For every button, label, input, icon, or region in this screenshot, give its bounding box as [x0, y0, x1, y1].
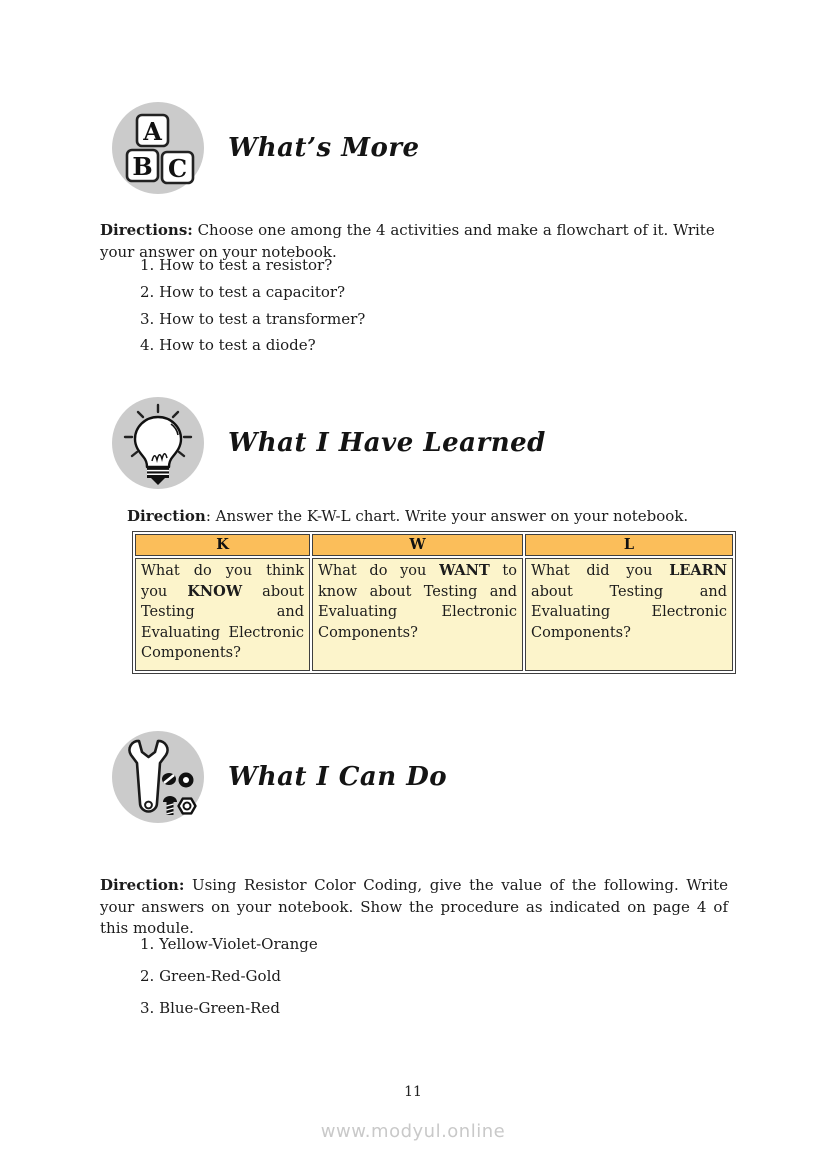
list-item: 2. How to test a capacitor? [140, 283, 346, 301]
activity-list [140, 255, 365, 356]
kwl-header-k: K [135, 534, 310, 556]
list-item: 2. Green-Red-Gold [140, 967, 281, 985]
list-item: 4. How to test a diode? [140, 336, 316, 354]
svg-text:B: B [132, 152, 153, 181]
section-title-what-i-can-do: What I Can Do [228, 762, 448, 792]
section-header-what-i-can-do [112, 731, 447, 823]
direction-text: Using Resistor Color Coding, give the value of the following. Write your answers on your notebook. Show the procedure as indicated on page 4 of this module. [100, 876, 728, 937]
can-do-direction [100, 875, 728, 940]
resistor-list [140, 934, 318, 1030]
wrench-tools-graphic [112, 731, 204, 823]
kwl-cell-learn: What did you LEARN about Testing and Evaluating Electronic Components? [525, 558, 733, 671]
list-item: 1. How to test a resistor? [140, 256, 333, 274]
svg-text:C: C [167, 154, 188, 183]
wrench-tools-icon [112, 731, 204, 823]
section-title-what-i-have-learned: What I Have Learned [228, 428, 546, 458]
abc-blocks-graphic [112, 102, 204, 194]
directions-text: Choose one among the 4 activities and make a flowchart of it. Write your answer on your notebook. [100, 221, 715, 261]
list-item: 1. Yellow-Violet-Orange [140, 935, 318, 953]
section-header-what-i-have-learned [112, 397, 546, 489]
list-item: 3. Blue-Green-Red [140, 999, 280, 1017]
kwl-cell-want: What do you WANT to know about Testing and Evaluating Electronic Components? [312, 558, 523, 671]
direction-label: Direction: [100, 876, 185, 894]
kwl-header-l: L [525, 534, 733, 556]
lightbulb-icon [112, 397, 204, 489]
lightbulb-graphic [112, 397, 204, 489]
kwl-header-row [135, 534, 733, 556]
section-header-whats-more [112, 102, 420, 194]
kwl-header-w: W [312, 534, 523, 556]
direction-label: Direction [127, 507, 206, 525]
kwl-body-row [135, 558, 733, 671]
watermark-text: www.modyul.online [320, 1121, 506, 1142]
kwl-direction [127, 506, 747, 528]
kwl-table [132, 531, 736, 674]
abc-blocks-icon [112, 102, 204, 194]
svg-text:A: A [143, 117, 162, 146]
section-title-whats-more: What’s More [228, 133, 420, 163]
list-item: 3. How to test a transformer? [140, 310, 366, 328]
direction-text: : Answer the K-W-L chart. Write your answer on your notebook. [205, 507, 689, 525]
directions-label: Directions: [100, 221, 193, 239]
kwl-cell-know: What do you think you KNOW about Testing and Evaluating Electronic Components? [135, 558, 310, 671]
page-number: 11 [404, 1084, 422, 1100]
